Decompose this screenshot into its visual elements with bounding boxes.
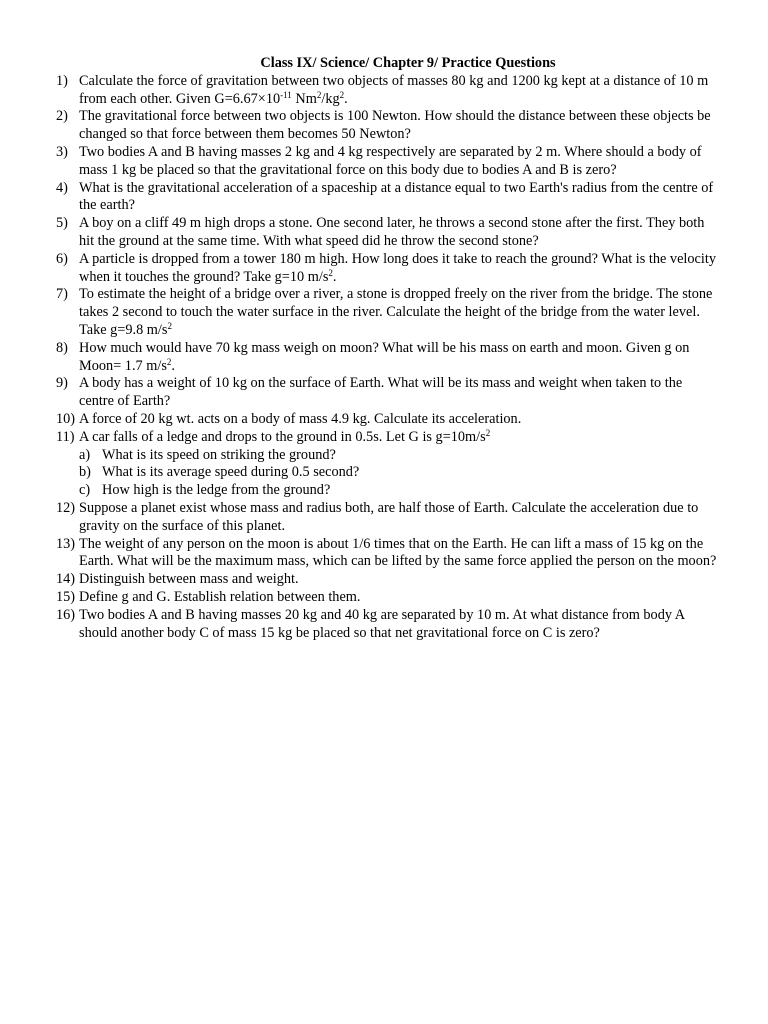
question-text: Suppose a planet exist whose mass and radius both, are half those of Earth. Calculate the acceleration due to gravity on the surface of this planet. — [79, 499, 699, 534]
question-item — [56, 180, 720, 216]
question-item — [56, 429, 720, 500]
question-text: What is the gravitational acceleration of a spaceship at a distance equal to two Earth's radius from the centre of the earth? — [79, 179, 714, 214]
question-number: 2) — [56, 108, 68, 125]
question-number: 11) — [56, 428, 75, 445]
question-item — [56, 144, 720, 180]
sub-question-item — [79, 482, 720, 500]
sub-question-item — [79, 447, 720, 465]
question-number: 3) — [56, 143, 68, 160]
question-text: Two bodies A and B having masses 20 kg and 40 kg are separated by 10 m. At what distance from body A should another body C of mass 15 kg be placed so that net gravitational force on C is zero? — [79, 606, 685, 641]
question-text: The gravitational force between two objects is 100 Newton. How should the distance between these objects be changed so that force between them becomes 50 Newton? — [79, 108, 711, 143]
sub-question-text: How high is the ledge from the ground? — [102, 482, 331, 499]
question-text: Two bodies A and B having masses 2 kg and 4 kg respectively are separated by 2 m. Where should a body of mass 1 kg be placed so that the gravitational force on this body due to bodies A and B is zero? — [79, 143, 702, 178]
question-text: A particle is dropped from a tower 180 m high. How long does it take to reach the ground? What is the velocity when it touches the ground? Take g=10 $m/s^2$. — [79, 250, 716, 285]
question-text: A boy on a cliff 49 m high drops a stone. One second later, he throws a second stone after the first. They both hit the ground at the same time. With what speed did he throw the second stone? — [79, 215, 705, 249]
question-item — [56, 73, 720, 109]
sub-question-letter: c) — [79, 482, 91, 499]
question-number: 4) — [56, 179, 68, 196]
question-text: To estimate the height of a bridge over a river, a stone is dropped freely on the river from the bridge. The stone takes 2 second to touch the water surface in the river. Calculate the height of the bridge from the water level. Take g=9.8 $m/s^2$ — [79, 286, 713, 338]
question-item — [56, 607, 720, 643]
question-number: 1) — [56, 72, 68, 89]
question-item — [56, 251, 720, 287]
question-number: 6) — [56, 250, 68, 267]
sub-question-item — [79, 464, 720, 482]
question-text: How much would have 70 kg mass weigh on moon? What will be his mass on earth and moon. Given g on Moon= 1.7 $m/s^2$. — [79, 339, 690, 374]
question-list — [56, 73, 720, 643]
sub-question-text: What is its speed on striking the ground? — [102, 446, 336, 463]
question-item — [56, 286, 720, 339]
question-item — [56, 536, 720, 572]
question-number: 7) — [56, 286, 68, 303]
question-text: Calculate the force of gravitation between two objects of masses 80 kg and 1200 kg kept at a distance of 10 m from each other. Given $G=6.67\times 10^{-11}$ $Nm^2/kg^2$. — [79, 72, 709, 107]
question-text: A force of 20 kg wt. acts on a body of mass 4.9 kg. Calculate its acceleration. — [79, 410, 522, 427]
sub-question-text: What is its average speed during 0.5 second? — [102, 464, 360, 481]
question-text: Distinguish between mass and weight. — [79, 571, 299, 588]
question-text: Define g and G. Establish relation between them. — [79, 588, 361, 605]
question-item — [56, 375, 720, 411]
sub-question-letter: b) — [79, 464, 91, 481]
question-number: 10) — [56, 410, 76, 427]
question-item — [56, 571, 720, 589]
question-number: 14) — [56, 571, 76, 588]
question-number: 8) — [56, 339, 68, 356]
question-item — [56, 589, 720, 607]
question-number: 13) — [56, 535, 76, 552]
sub-question-list — [79, 447, 720, 500]
question-number: 9) — [56, 375, 68, 392]
question-number: 15) — [56, 588, 76, 605]
question-item — [56, 108, 720, 144]
document-page — [56, 55, 720, 642]
question-number: 16) — [56, 606, 76, 623]
question-number: 5) — [56, 215, 68, 232]
question-text: The weight of any person on the moon is about 1/6 times that on the Earth. He can lift a mass of 15 kg on the Earth. What will be the maximum mass, which can be lifted by the same force applied the person on the moon? — [79, 535, 717, 570]
question-item — [56, 411, 720, 429]
question-text: A car falls of a ledge and drops to the ground in 0.5s. Let G is $g=10m/s^2$ — [79, 427, 491, 445]
question-item — [56, 340, 720, 376]
page-title: Class IX/ Science/ Chapter 9/ Practice Questions — [260, 55, 556, 71]
question-item — [56, 500, 720, 536]
question-number: 12) — [56, 499, 76, 516]
sub-question-letter: a) — [79, 446, 91, 463]
question-text: A body has a weight of 10 kg on the surface of Earth. What will be its mass and weight when taken to the centre of Earth? — [79, 375, 683, 410]
question-item — [56, 215, 720, 251]
